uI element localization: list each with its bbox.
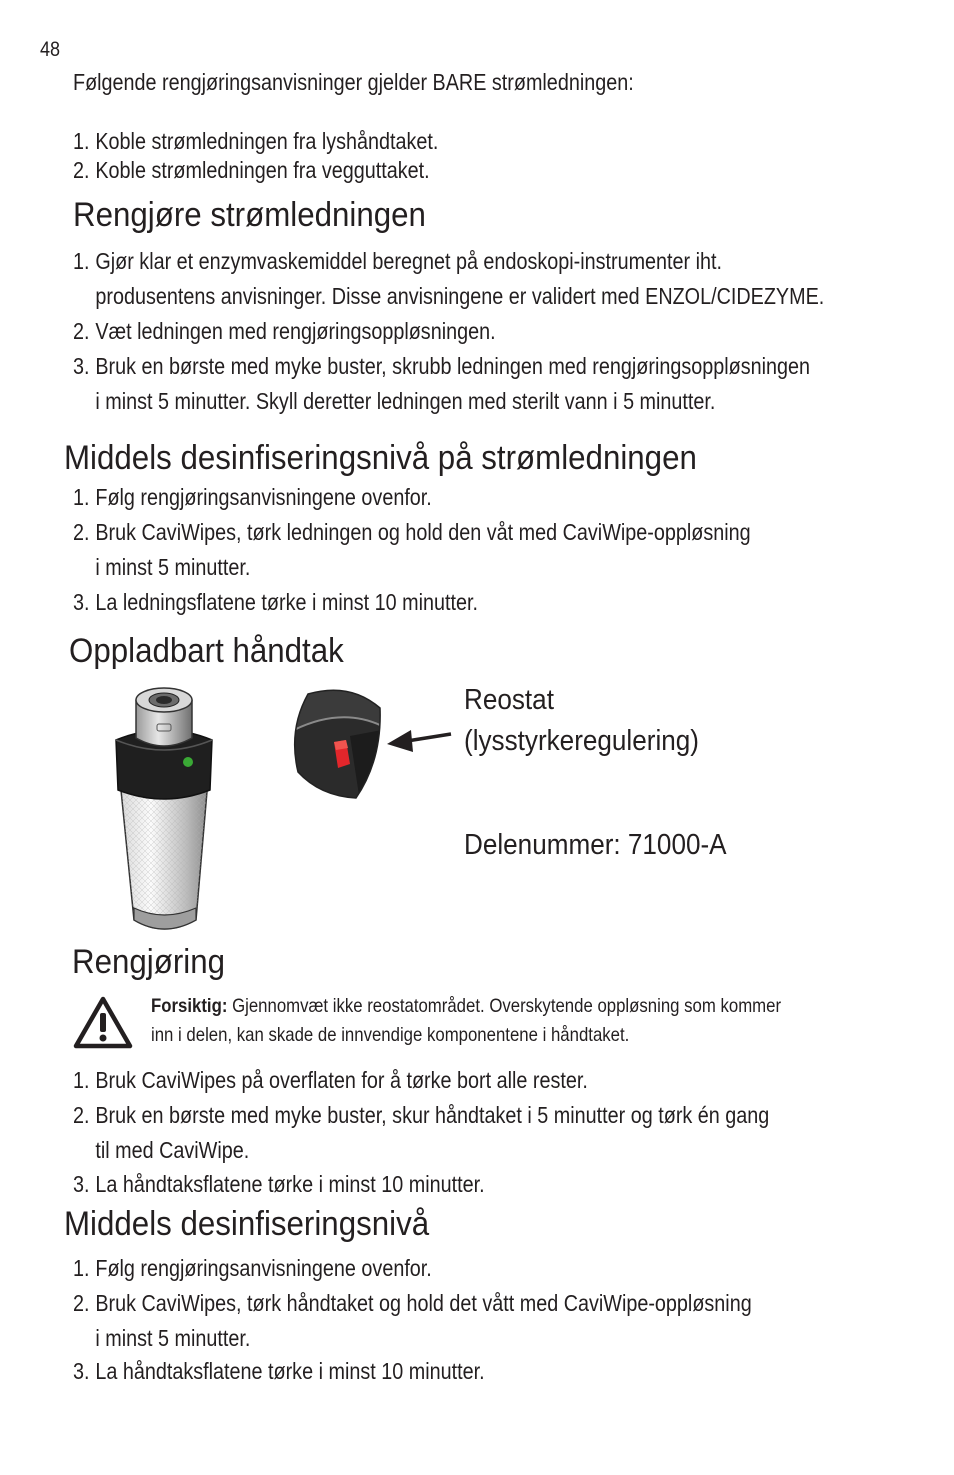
step-number: 1. bbox=[73, 1067, 90, 1093]
step-number: 2. bbox=[73, 1102, 90, 1128]
step-number: 2. bbox=[73, 157, 90, 183]
step-text: Koble strømledningen fra vegguttaket. bbox=[95, 157, 430, 183]
step-number: 1. bbox=[73, 1255, 90, 1281]
step-text: Følg rengjøringsanvisningene ovenfor. bbox=[95, 484, 432, 510]
step-text: Koble strømledningen fra lyshåndtaket. bbox=[95, 128, 439, 154]
warning-triangle-icon bbox=[72, 995, 134, 1051]
part-number: Delenummer: 71000-A bbox=[464, 829, 727, 861]
step-number: 3. bbox=[73, 1171, 90, 1197]
step-number: 1. bbox=[73, 484, 90, 510]
list-item bbox=[73, 1102, 769, 1129]
step-number: 3. bbox=[73, 1358, 90, 1384]
list-item bbox=[73, 318, 496, 345]
step-text: Gjør klar et enzymvaskemiddel beregnet på endoskopi-instrumenter iht. bbox=[95, 248, 723, 274]
step-number: 1. bbox=[73, 248, 90, 274]
list-item bbox=[73, 1171, 485, 1198]
step-text: Bruk en børste med myke buster, skur håndtaket i 5 minutter og tørk én gang bbox=[95, 1102, 770, 1128]
list-item bbox=[73, 157, 430, 184]
step-text: Følg rengjøringsanvisningene ovenfor. bbox=[95, 1255, 432, 1281]
list-item bbox=[73, 248, 722, 275]
rheostat-label: Reostat bbox=[464, 684, 554, 716]
list-item bbox=[73, 589, 478, 616]
step-number: 3. bbox=[73, 353, 90, 379]
section-heading: Oppladbart håndtak bbox=[69, 632, 344, 670]
step-text: Bruk CaviWipes, tørk ledningen og hold den våt med CaviWipe-oppløsning bbox=[95, 519, 751, 545]
list-item bbox=[73, 1067, 588, 1094]
caution-line-2: inn i delen, kan skade de innvendige komponentene i håndtaket. bbox=[151, 1024, 630, 1046]
list-item-continuation bbox=[73, 1325, 250, 1352]
step-text: i minst 5 minutter. bbox=[95, 1325, 251, 1351]
caution-label: Forsiktig: bbox=[151, 995, 228, 1017]
section-heading: Middels desinfiseringsnivå bbox=[64, 1205, 430, 1243]
step-number: 1. bbox=[73, 128, 90, 154]
step-text: til med CaviWipe. bbox=[95, 1137, 250, 1163]
step-text: Bruk CaviWipes, tørk håndtaket og hold det vått med CaviWipe-oppløsning bbox=[95, 1290, 752, 1316]
step-text: Bruk CaviWipes på overflaten for å tørke bort alle rester. bbox=[95, 1067, 588, 1093]
list-item bbox=[73, 128, 438, 155]
caution-text bbox=[151, 995, 781, 1018]
step-text: produsentens anvisninger. Disse anvisningene er validert med ENZOL/CIDEZYME. bbox=[95, 283, 825, 309]
step-text: Væt ledningen med rengjøringsoppløsningen. bbox=[95, 318, 496, 344]
page-number: 48 bbox=[40, 38, 61, 61]
caution-line-1: Gjennomvæt ikke reostatområdet. Overskytende oppløsning som kommer bbox=[232, 995, 782, 1017]
list-item bbox=[73, 1255, 432, 1282]
list-item-continuation bbox=[73, 283, 824, 310]
list-item bbox=[73, 353, 810, 380]
list-item bbox=[73, 519, 751, 546]
list-item bbox=[73, 1358, 485, 1385]
step-number: 2. bbox=[73, 1290, 90, 1316]
rheostat-detail-illustration bbox=[290, 686, 382, 802]
step-text: La håndtaksflatene tørke i minst 10 minutter. bbox=[95, 1358, 485, 1384]
intro-text: Følgende rengjøringsanvisninger gjelder BARE strømledningen: bbox=[73, 69, 634, 95]
step-number: 2. bbox=[73, 318, 90, 344]
list-item bbox=[73, 1290, 752, 1317]
step-number: 3. bbox=[73, 589, 90, 615]
step-text: i minst 5 minutter. Skyll deretter ledningen med sterilt vann i 5 minutter. bbox=[95, 388, 716, 414]
step-text: La ledningsflatene tørke i minst 10 minutter. bbox=[95, 589, 478, 615]
list-item-continuation bbox=[73, 554, 250, 581]
arrow-left-icon bbox=[385, 724, 455, 754]
section-heading: Middels desinfiseringsnivå på strømledningen bbox=[64, 439, 697, 477]
rechargeable-handle-illustration bbox=[100, 680, 230, 942]
rheostat-label-description: (lysstyrkeregulering) bbox=[464, 725, 699, 757]
step-text: Bruk en børste med myke buster, skrubb ledningen med rengjøringsoppløsningen bbox=[95, 353, 811, 379]
list-item-continuation bbox=[73, 1137, 249, 1164]
list-item bbox=[73, 484, 432, 511]
step-number: 2. bbox=[73, 519, 90, 545]
section-heading: Rengjøring bbox=[72, 943, 226, 981]
step-text: La håndtaksflatene tørke i minst 10 minutter. bbox=[95, 1171, 485, 1197]
list-item-continuation bbox=[73, 388, 715, 415]
step-text: i minst 5 minutter. bbox=[95, 554, 251, 580]
section-heading: Rengjøre strømledningen bbox=[73, 196, 426, 234]
